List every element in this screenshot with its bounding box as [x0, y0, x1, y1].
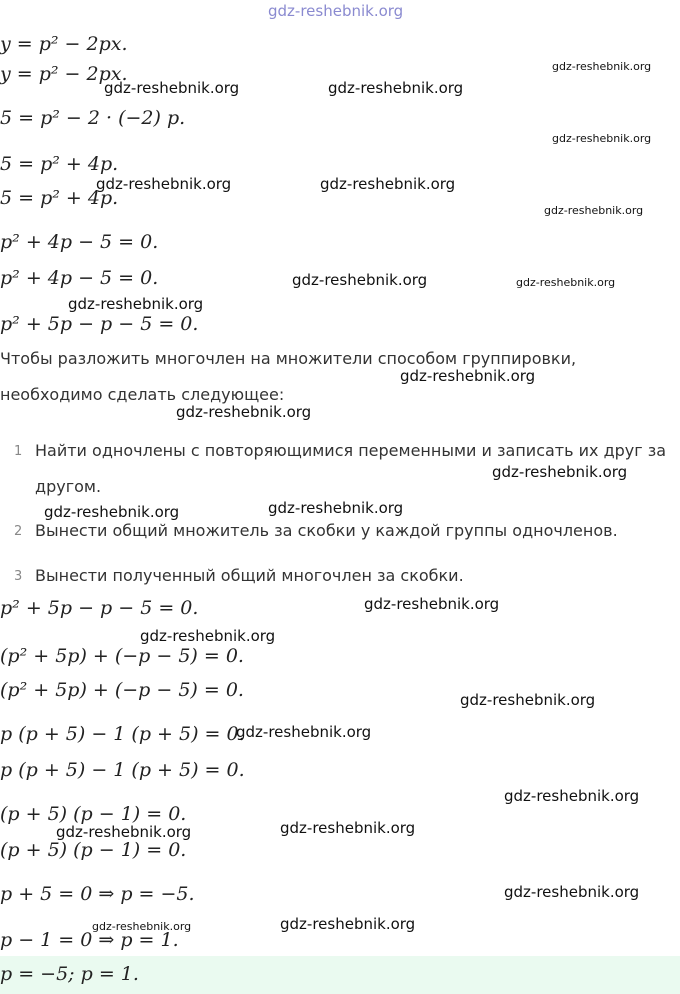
- watermark: gdz-reshebnik.org: [140, 627, 276, 645]
- watermark: gdz-reshebnik.org: [56, 823, 192, 841]
- list-item-text: Вынести общий множитель за скобки у каждой группы одночленов.: [35, 521, 618, 540]
- equation-line: y = p² − 2px.: [0, 63, 128, 85]
- watermark: gdz-reshebnik.org: [280, 915, 416, 933]
- watermark: gdz-reshebnik.org: [504, 883, 640, 901]
- list-item-number: 3: [14, 569, 23, 584]
- watermark: gdz-reshebnik.org: [268, 499, 404, 517]
- equation-line: (p + 5) (p − 1) = 0.: [0, 839, 187, 861]
- watermark: gdz-reshebnik.org: [92, 920, 192, 933]
- watermark: gdz-reshebnik.org: [328, 79, 464, 97]
- equation-line: p + 5 = 0 ⇒ p = −5.: [0, 883, 195, 905]
- equation-line: p² + 4p − 5 = 0.: [0, 231, 159, 253]
- equation-line: p² + 4p − 5 = 0.: [0, 267, 159, 289]
- watermark: gdz-reshebnik.org: [176, 403, 312, 421]
- answer-box: [0, 956, 680, 994]
- equation-line: 5 = p² − 2 · (−2) p.: [0, 107, 186, 129]
- watermark: gdz-reshebnik.org: [104, 79, 240, 97]
- watermark: gdz-reshebnik.org: [280, 819, 416, 837]
- watermark: gdz-reshebnik.org: [552, 60, 652, 73]
- answer-text: p = −5; p = 1.: [0, 963, 139, 985]
- equation-line: (p + 5) (p − 1) = 0.: [0, 803, 187, 825]
- equation-line: p (p + 5) − 1 (p + 5) = 0.: [0, 759, 245, 781]
- watermark: gdz-reshebnik.org: [400, 367, 536, 385]
- equation-line: p² + 5p − p − 5 = 0.: [0, 313, 199, 335]
- equation-line: 5 = p² + 4p.: [0, 153, 119, 175]
- intro-text-line: Чтобы разложить многочлен на множители способом группировки,: [0, 349, 577, 368]
- header-watermark[interactable]: gdz-reshebnik.org: [268, 2, 404, 20]
- watermark: gdz-reshebnik.org: [544, 204, 644, 217]
- watermark: gdz-reshebnik.org: [96, 175, 232, 193]
- watermark: gdz-reshebnik.org: [492, 463, 628, 481]
- watermark: gdz-reshebnik.org: [504, 787, 640, 805]
- watermark: gdz-reshebnik.org: [364, 595, 500, 613]
- watermark: gdz-reshebnik.org: [460, 691, 596, 709]
- list-item-text: Найти одночлены с повторяющимися переменными и записать их друг за другом.: [35, 441, 667, 496]
- watermark: gdz-reshebnik.org: [68, 295, 204, 313]
- watermark: gdz-reshebnik.org: [292, 271, 428, 289]
- watermark: gdz-reshebnik.org: [516, 276, 616, 289]
- watermark: gdz-reshebnik.org: [552, 132, 652, 145]
- equation-line: 5 = p² + 4p.: [0, 187, 119, 209]
- equation-line: p − 1 = 0 ⇒ p = 1.: [0, 929, 179, 951]
- intro-text-line: необходимо сделать следующее:: [0, 385, 285, 404]
- equation-line: (p² + 5p) + (−p − 5) = 0.: [0, 679, 244, 701]
- equation-line: p (p + 5) − 1 (p + 5) = 0.: [0, 723, 245, 745]
- list-item-text: Вынести полученный общий многочлен за скобки.: [35, 566, 464, 585]
- watermark: gdz-reshebnik.org: [236, 723, 372, 741]
- watermark: gdz-reshebnik.org: [320, 175, 456, 193]
- equation-line: p² + 5p − p − 5 = 0.: [0, 597, 199, 619]
- equation-line: y = p² − 2px.: [0, 33, 128, 55]
- equation-line: (p² + 5p) + (−p − 5) = 0.: [0, 645, 244, 667]
- watermark: gdz-reshebnik.org: [44, 503, 180, 521]
- list-item-number: 1: [14, 444, 23, 459]
- list-item-number: 2: [14, 524, 23, 539]
